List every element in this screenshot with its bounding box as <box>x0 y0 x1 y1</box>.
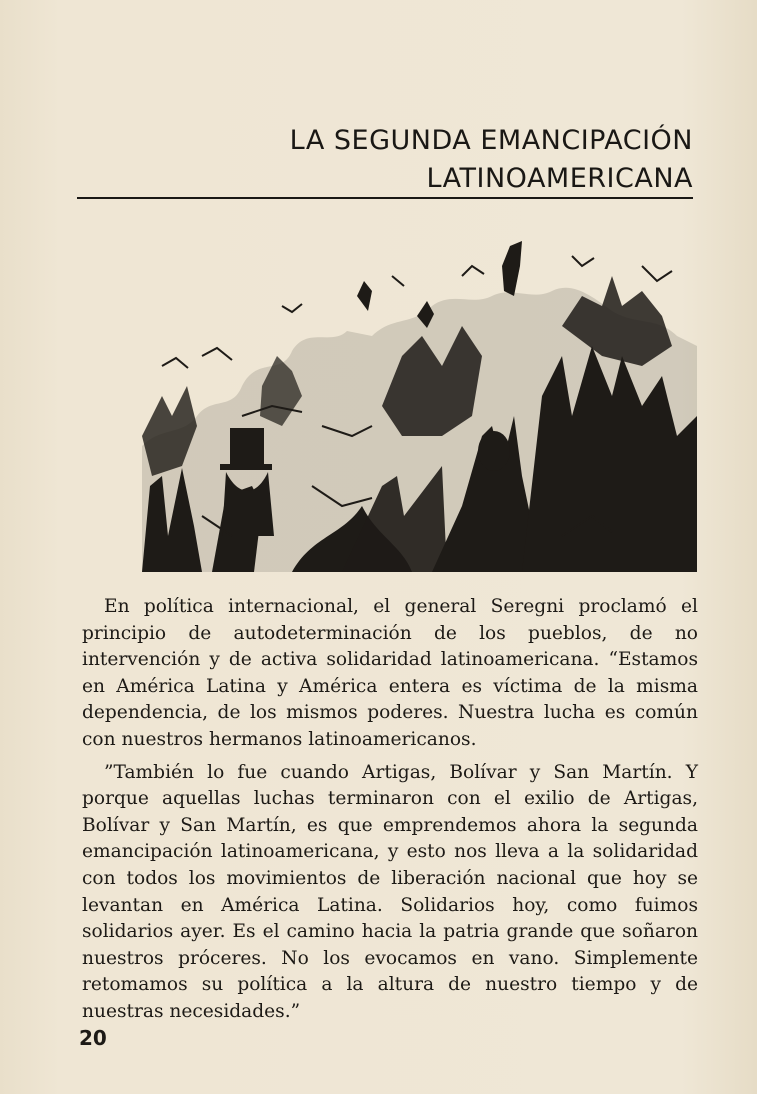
chapter-title <box>290 122 693 198</box>
title-divider <box>77 197 693 199</box>
chapter-title-line-1: LA SEGUNDA EMANCIPACIÓN <box>289 125 693 156</box>
battle-scene-illustration <box>142 236 697 572</box>
page-number: 20 <box>79 1026 107 1050</box>
paragraph: En política internacional, el general Seregni proclamó el principio de autodeterminación de los pueblos, de no intervención y de activa solidaridad latinoamericana. “Estamos en América Latina y América entera es víctima de la misma dependencia, de los mismos poderes. Nuestra lucha es común con nuestros hermanos latinoamericanos. <box>82 596 698 750</box>
paragraph: ”También lo fue cuando Artigas, Bolívar y San Martín. Y porque aquellas luchas terminaron con el exilio de Artigas, Bolívar y San Martín, es que emprendemos ahora la segunda emancipación latinoamericana, y esto nos lleva a la solidaridad con todos los movimientos de liberación nacional que hoy se levantan en América Latina. Solidarios hoy, como fuimos solidarios ayer. Es el camino hacia la patria grande que soñaron nuestros próceres. No los evocamos en vano. Simplemente retomamos su política a la altura de nuestro tiempo y de nuestras necesidades.” <box>82 761 698 1022</box>
chapter-title-line-2: LATINOAMERICANA <box>426 163 693 194</box>
body-text <box>82 594 698 1032</box>
